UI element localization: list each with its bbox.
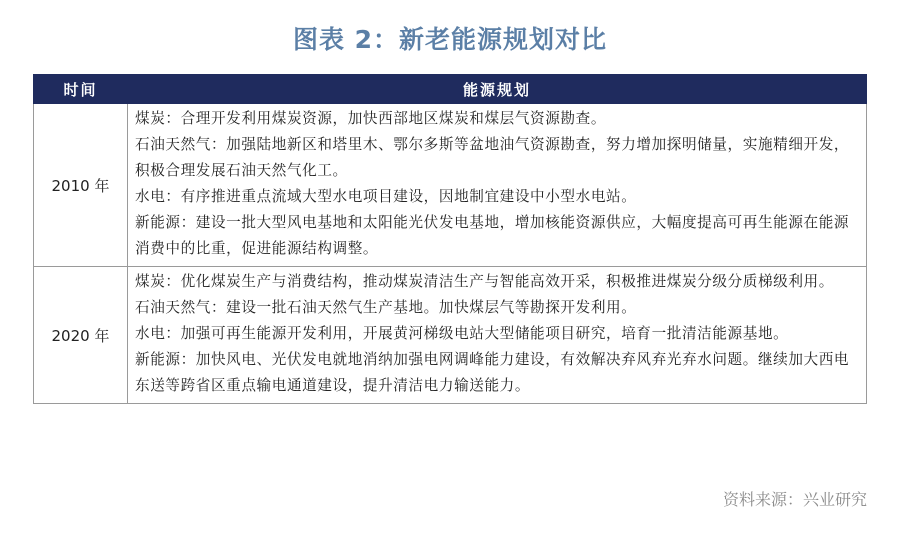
- table-header-row: [34, 75, 867, 104]
- plan-item-coal: 煤炭：优化煤炭生产与消费结构，推动煤炭清洁生产与智能高效开采，积极推进煤炭分级分质梯级利用。: [135, 273, 834, 290]
- plan-item-hydro: 水电：加强可再生能源开发利用，开展黄河梯级电站大型储能项目研究，培育一批清洁能源基地。: [135, 325, 789, 342]
- energy-plan-table: [33, 74, 867, 404]
- header-energy-plan: 能源规划: [128, 75, 867, 104]
- plan-item-oil-gas: 石油天然气：加强陆地新区和塔里木、鄂尔多斯等盆地油气资源勘查，努力增加探明储量，实施精细开发，积极合理发展石油天然气化工。: [135, 136, 850, 179]
- year-cell: 2020 年: [34, 267, 128, 404]
- plan-cell: [128, 104, 867, 267]
- plan-cell: [128, 267, 867, 404]
- year-cell: 2010 年: [34, 104, 128, 267]
- plan-item-new-energy: 新能源：加快风电、光伏发电就地消纳加强电网调峰能力建设，有效解决弃风弃光弃水问题。继续加大西电东送等跨省区重点输电通道建设，提升清洁电力输送能力。: [135, 351, 850, 394]
- plan-item-oil-gas: 石油天然气：建设一批石油天然气生产基地。加快煤层气等勘探开发利用。: [135, 299, 637, 316]
- page-title: 图表 2：新老能源规划对比: [292, 25, 608, 54]
- plan-item-new-energy: 新能源：建设一批大型风电基地和太阳能光伏发电基地，增加核能资源供应，大幅度提高可再生能源在能源消费中的比重，促进能源结构调整。: [135, 214, 850, 257]
- table-row: [34, 267, 867, 404]
- source-note: 资料来源：兴业研究: [722, 490, 867, 509]
- plan-item-hydro: 水电：有序推进重点流域大型水电项目建设，因地制宜建设中小型水电站。: [135, 188, 637, 205]
- plan-item-coal: 煤炭：合理开发利用煤炭资源，加快西部地区煤炭和煤层气资源勘查。: [135, 110, 607, 127]
- table-row: [34, 104, 867, 267]
- header-time: 时间: [34, 75, 128, 104]
